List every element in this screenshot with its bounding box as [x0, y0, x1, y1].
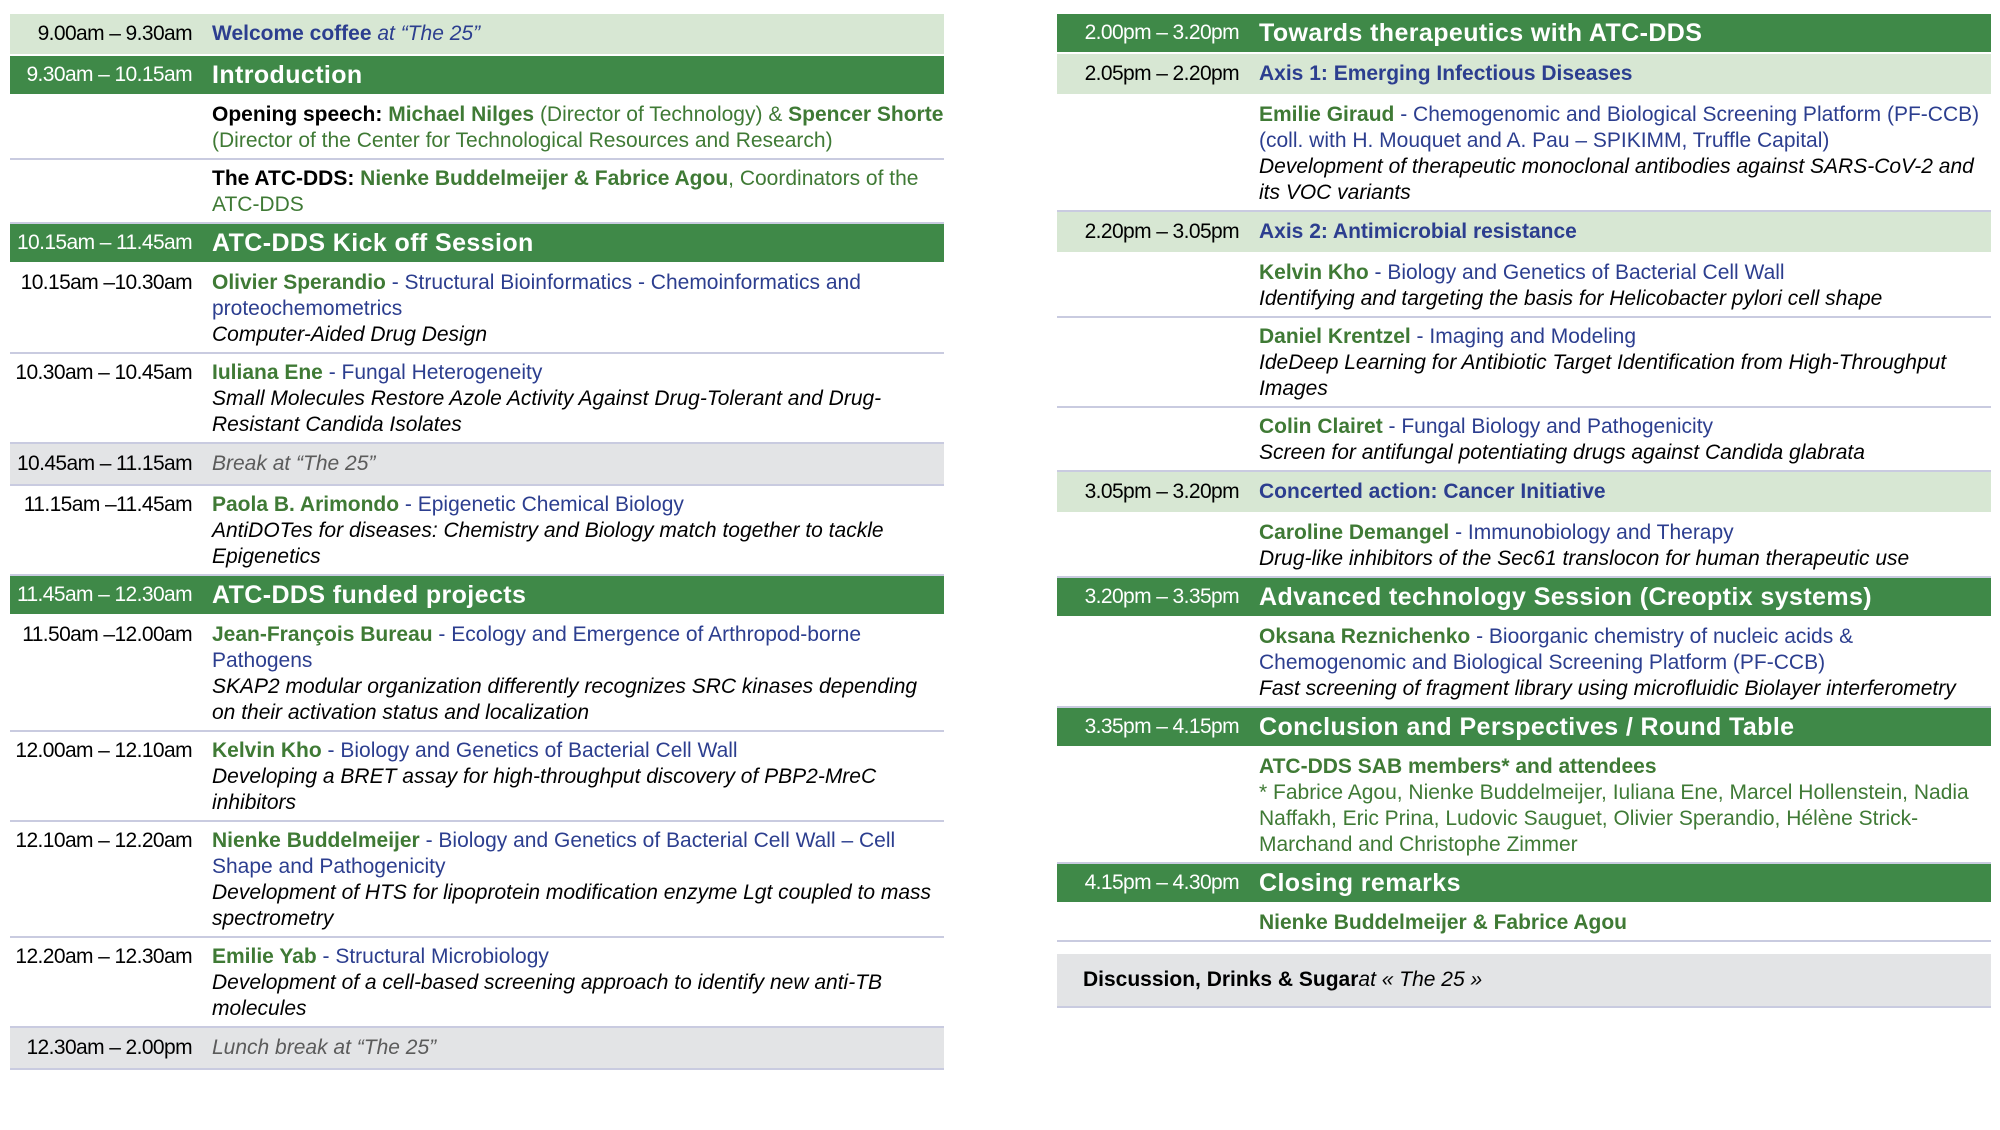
time-cell: 2.05pm – 2.20pm — [1084, 62, 1239, 85]
time-cell: 10.15am – 11.45am — [16, 231, 192, 254]
team-name: - Structural Microbiology — [316, 945, 549, 968]
round-table-row — [1057, 748, 1991, 864]
time-cell: 2.20pm – 3.05pm — [1084, 220, 1239, 243]
time-cell: 11.50am –12.00am — [22, 623, 192, 646]
speaker-name: Nienke Buddelmeijer & Fabrice Agou — [1259, 911, 1627, 934]
time-cell: 10.30am – 10.45am — [15, 361, 192, 384]
speaker-name: Iuliana Ene — [212, 361, 323, 384]
talk-title: Development of therapeutic monoclonal antibodies against SARS-CoV-2 and its VOC variants — [1259, 155, 1974, 204]
talk-row — [1057, 254, 1991, 318]
session-title — [202, 21, 944, 47]
talk-row — [1057, 408, 1991, 472]
speaker-name: Emilie Yab — [212, 945, 317, 968]
therapeutics-header — [1057, 14, 1991, 54]
talk-row — [10, 264, 944, 354]
talk-row — [10, 486, 944, 576]
time-cell: 11.15am –11.45am — [23, 493, 192, 516]
talk-title: AntiDOTes for diseases: Chemistry and Biology match together to tackle Epigenetics — [212, 519, 884, 568]
opening-speech-row — [10, 96, 944, 160]
speaker-name: Oksana Reznichenko — [1259, 625, 1471, 648]
break-label: Lunch break at “The 25” — [212, 1036, 437, 1059]
session-title: Conclusion and Perspectives / Round Table — [1259, 713, 1795, 741]
speaker-role: (Director of Technology) & — [539, 103, 783, 126]
speaker-name: Olivier Sperandio — [212, 271, 386, 294]
team-name: - Biology and Genetics of Bacterial Cell Wall — [321, 739, 738, 762]
speaker-role: (Director of the Center for Technological Resources and Research) — [212, 129, 833, 152]
afternoon-program — [1057, 14, 1991, 1008]
talk-row — [10, 354, 944, 444]
talk-row — [10, 616, 944, 732]
time-cell: 12.00am – 12.10am — [15, 739, 192, 762]
session-title: ATC-DDS Kick off Session — [212, 229, 534, 257]
coffee-venue: at “The 25” — [377, 22, 481, 45]
conclusion-header — [1057, 708, 1991, 748]
talk-title: Fast screening of fragment library using microfluidic Biolayer interferometry — [1259, 677, 1956, 700]
speaker-name: Nienke Buddelmeijer — [360, 167, 568, 190]
funded-projects-header — [10, 576, 944, 616]
break-row — [10, 444, 944, 486]
speaker-name: Colin Clairet — [1259, 415, 1383, 438]
team-name: - Biology and Genetics of Bacterial Cell Wall — [1368, 261, 1785, 284]
axis-title: Axis 2: Antimicrobial resistance — [1259, 220, 1577, 243]
discussion-drinks-row — [1057, 954, 1991, 1008]
talk-row — [10, 938, 944, 1028]
time-cell: 10.15am –10.30am — [20, 271, 192, 294]
atc-label: The ATC-DDS: — [212, 167, 355, 190]
round-table-heading: ATC-DDS SAB members* and attendees — [1259, 755, 1657, 778]
session-title: Closing remarks — [1259, 869, 1461, 897]
team-name: - Bioorganic chemistry of nucleic acids & Chemogenomic and Biological Screening Platform (PF-CCB) — [1259, 625, 1854, 674]
speaker-name: Paola B. Arimondo — [212, 493, 400, 516]
talk-row — [10, 732, 944, 822]
talk-row — [1057, 514, 1991, 578]
morning-program — [10, 14, 944, 1070]
collaboration-note: (coll. with H. Mouquet and A. Pau – SPIKIMM, Truffle Capital) — [1259, 129, 1830, 152]
time-cell: 11.45am – 12.30am — [16, 583, 192, 606]
introduction-header — [10, 56, 944, 96]
talk-title: IdeDeep Learning for Antibiotic Target Identification from High-Throughput Images — [1259, 351, 1947, 400]
team-name: - Biology and Genetics of Bacterial Cell Wall – Cell Shape and Pathogenicity — [212, 829, 896, 878]
break-label: Break at “The 25” — [212, 452, 376, 475]
opening-label: Opening speech: — [212, 103, 383, 126]
speaker-name: Daniel Krentzel — [1259, 325, 1411, 348]
sab-members-list: * Fabrice Agou, Nienke Buddelmeijer, Iuliana Ene, Marcel Hollenstein, Nadia Naffakh, Eric Prina, Ludovic Sauguet, Olivier Sperandio, Hélène Strick-Marchand and Christophe Zimmer — [1259, 781, 1969, 856]
speaker-name: Nienke Buddelmeijer — [212, 829, 420, 852]
speaker-name: Kelvin Kho — [1259, 261, 1369, 284]
team-name: - Epigenetic Chemical Biology — [399, 493, 684, 516]
axis-title: Axis 1: Emerging Infectious Diseases — [1259, 62, 1633, 85]
time-cell: 2.00pm – 3.20pm — [1084, 21, 1239, 44]
time-cell: 12.10am – 12.20am — [15, 829, 192, 852]
team-name: - Ecology and Emergence of Arthropod-borne Pathogens — [212, 623, 861, 672]
talk-title: Small Molecules Restore Azole Activity Against Drug-Tolerant and Drug-Resistant Candida Isolates — [212, 387, 882, 436]
talk-title: Developing a BRET assay for high-throughput discovery of PBP2-MreC inhibitors — [212, 765, 877, 814]
team-name: - Fungal Biology and Pathogenicity — [1382, 415, 1714, 438]
team-name: - Structural Bioinformatics - Chemoinformatics and proteochemometrics — [212, 271, 861, 320]
speaker-name: Spencer Shorte — [788, 103, 944, 126]
time-cell: 4.15pm – 4.30pm — [1084, 871, 1239, 894]
welcome-coffee-row — [10, 14, 944, 56]
talk-title: Development of a cell-based screening approach to identify new anti-TB molecules — [212, 971, 883, 1020]
axis1-header — [1057, 54, 1991, 96]
speaker-role: , Coordinators of the ATC-DDS — [212, 167, 919, 216]
axis-title: Concerted action: Cancer Initiative — [1259, 480, 1606, 503]
speaker-name: Michael Nilges — [388, 103, 535, 126]
talk-row — [1057, 96, 1991, 212]
speaker-name: Kelvin Kho — [212, 739, 322, 762]
coffee-title: Welcome coffee — [212, 22, 372, 45]
speaker-name: Fabrice Agou — [594, 167, 729, 190]
axis2-header — [1057, 212, 1991, 254]
discussion-label: Discussion, Drinks & Sugar — [1083, 968, 1359, 991]
ampersand: & — [573, 167, 589, 190]
cancer-header — [1057, 472, 1991, 514]
lunch-break-row — [10, 1028, 944, 1070]
team-name: - Chemogenomic and Biological Screening Platform (PF-CCB) — [1394, 103, 1980, 126]
talk-row — [10, 822, 944, 938]
talk-title: Development of HTS for lipoprotein modification enzyme Lgt coupled to mass spectrometry — [212, 881, 932, 930]
time-cell: 3.05pm – 3.20pm — [1084, 480, 1239, 503]
talk-title: Screen for antifungal potentiating drugs against Candida glabrata — [1259, 441, 1865, 464]
discussion-venue: at « The 25 » — [1358, 968, 1483, 991]
speaker-name: Caroline Demangel — [1259, 521, 1450, 544]
advanced-technology-header — [1057, 578, 1991, 618]
session-title: Advanced technology Session (Creoptix systems) — [1259, 583, 1873, 611]
talk-row — [1057, 318, 1991, 408]
talk-title: Drug-like inhibitors of the Sec61 translocon for human therapeutic use — [1259, 547, 1910, 570]
closing-header — [1057, 864, 1991, 904]
time-cell: 3.35pm – 4.15pm — [1084, 715, 1239, 738]
session-title: ATC-DDS funded projects — [212, 581, 527, 609]
time-cell: 10.45am – 11.15am — [16, 452, 192, 475]
time-cell: 12.30am – 2.00pm — [26, 1036, 192, 1059]
talk-row — [1057, 618, 1991, 708]
session-title: Towards therapeutics with ATC-DDS — [1259, 19, 1703, 47]
time-cell: 9.00am – 9.30am — [37, 22, 192, 45]
talk-title: Identifying and targeting the basis for Helicobacter pylori cell shape — [1259, 287, 1883, 310]
atc-dds-row — [10, 160, 944, 224]
team-name: - Immunobiology and Therapy — [1449, 521, 1734, 544]
kickoff-header — [10, 224, 944, 264]
closing-speakers-row — [1057, 904, 1991, 942]
session-title: Introduction — [212, 61, 363, 89]
time-cell: 3.20pm – 3.35pm — [1084, 585, 1239, 608]
talk-title: SKAP2 modular organization differently recognizes SRC kinases depending on their activation status and localization — [212, 675, 918, 724]
team-name: - Imaging and Modeling — [1410, 325, 1637, 348]
team-name: - Fungal Heterogeneity — [322, 361, 543, 384]
time-cell: 9.30am – 10.15am — [26, 63, 192, 86]
speaker-name: Jean-François Bureau — [212, 623, 433, 646]
talk-title: Computer-Aided Drug Design — [212, 323, 488, 346]
time-cell: 12.20am – 12.30am — [15, 945, 192, 968]
speaker-name: Emilie Giraud — [1259, 103, 1395, 126]
